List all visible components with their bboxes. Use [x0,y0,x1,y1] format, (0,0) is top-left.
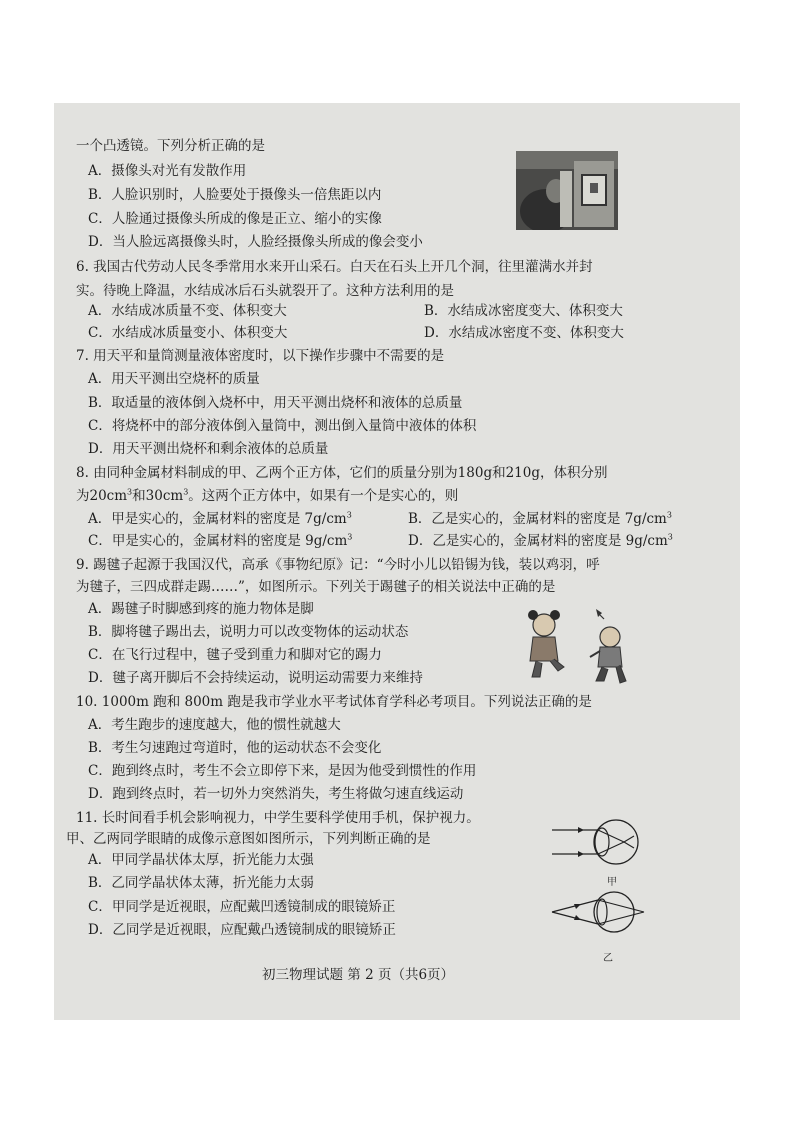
q8-volume-b: 和30cm [132,488,184,504]
q11-option-c: C．甲同学是近视眼，应配戴凹透镜制成的眼镜矫正 [88,899,396,915]
q6-option-d: D．水结成冰密度不变、体积变大 [424,325,624,341]
q5-option-c: C．人脸通过摄像头所成的像是正立、缩小的实像 [88,211,382,227]
q7-option-c: C．将烧杯中的部分液体倒入量筒中，测出倒入量筒中液体的体积 [88,418,477,434]
q8-option-row-1 [88,510,672,528]
eye-diagram-jia [548,818,648,870]
q11-stem-2: 甲、乙两同学眼睛的成像示意图如图所示，下列判断正确的是 [66,831,431,847]
q8-sup: 3 [127,487,133,497]
q10-option-b: B．考生匀速跑过弯道时，他的运动状态不会变化 [88,740,382,756]
q11-option-b: B．乙同学晶状体太薄，折光能力太弱 [88,875,314,891]
q9-option-d: D．毽子离开脚后不会持续运动，说明运动需要力来维持 [88,670,423,686]
q8-stem-rest: 这两个正方体中，如果有一个是实心的，则 [201,488,459,504]
q8-volume-a: 为20cm [76,488,128,504]
eye-label-yi: 乙 [603,953,613,964]
q5-option-a: A．摄像头对光有发散作用 [88,163,247,179]
q10-stem: 10. 1000m 跑和 800m 跑是我市学业水平考试体育学科必考项目。下列说法正确的是 [76,694,592,710]
q10-option-d: D．跑到终点时，若一切外力突然消失，考生将做匀速直线运动 [88,786,464,802]
q7-option-b: B．取适量的液体倒入烧杯中，用天平测出烧杯和液体的总质量 [88,395,463,411]
q6-option-b: B．水结成冰密度变大、体积变大 [424,303,623,319]
q6-option-row-1 [88,302,623,320]
q8-stem-1: 8. 由同种金属材料制成的甲、乙两个正方体，它们的质量分别为180g和210g，体积分别 [76,465,608,481]
q8-option-row-2 [88,532,673,550]
q9-option-b: B．脚将毽子踢出去，说明力可以改变物体的运动状态 [88,624,409,640]
q5-option-d: D．当人脸远离摄像头时，人脸经摄像头所成的像会变小 [88,234,423,250]
page-footer: 初三物理试题 第 2 页（共6页） [262,967,455,983]
q8-option-d: D．乙是实心的，金属材料的密度是 $9g/cm^3$ [408,532,673,549]
q8-stem-2 [76,487,458,505]
q11-option-d: D．乙同学是近视眼，应配戴凸透镜制成的眼镜矫正 [88,922,396,938]
q8-option-b: B．乙是实心的，金属材料的密度是 $7g/cm^3$ [408,510,672,527]
q9-stem-1: 9. 踢毽子起源于我国汉代，高承《事物纪原》记：“今时小儿以铅锡为钱，装以鸡羽，呼 [76,557,600,573]
eye-diagram-yi [548,888,648,940]
q6-option-c: C．水结成冰质量变小、体积变大 [88,325,288,341]
q8-sup: 3 [183,487,189,497]
q7-stem: 7. 用天平和量筒测量液体密度时，以下操作步骤中不需要的是 [76,348,445,364]
q8-option-a: A．甲是实心的，金属材料的密度是 $7g/cm^3$ [88,510,352,527]
q10-option-c: C．跑到终点时，考生不会立即停下来，是因为他受到惯性的作用 [88,763,477,779]
shuttlecock-kids-illustration [520,605,630,687]
q6-option-a: A．水结成冰质量不变、体积变大 [88,303,287,319]
q10-option-a: A．考生跑步的速度越大，他的惯性就越大 [88,717,341,733]
q6-option-row-2 [88,324,624,342]
q9-option-a: A．踢毽子时脚感到疼的施力物体是脚 [88,601,314,617]
q7-option-a: A．用天平测出空烧杯的质量 [88,371,260,387]
q5-stem: 一个凸透镜。下列分析正确的是 [76,138,265,154]
q9-option-c: C．在飞行过程中，毽子受到重力和脚对它的踢力 [88,647,382,663]
q11-option-a: A．甲同学晶状体太厚，折光能力太强 [88,852,314,868]
q9-stem-2: 为毽子，三四成群走踢……”，如图所示。下列关于踢毽子的相关说法中正确的是 [76,579,556,595]
q6-stem-2: 实。待晚上降温，水结成冰后石头就裂开了。这种方法利用的是 [76,283,454,299]
q8-option-c: C．甲是实心的，金属材料的密度是 $9g/cm^3$ [88,532,353,549]
eye-label-jia: 甲 [607,877,617,888]
q5-option-b: B．人脸识别时，人脸要处于摄像头一倍焦距以内 [88,187,382,203]
camera-photo [516,151,618,230]
q8-period: 。 [188,488,202,504]
q6-stem-1: 6. 我国古代劳动人民冬季常用水来开山采石。白天在石头上开几个洞，往里灌满水并封 [76,259,593,275]
q7-option-d: D．用天平测出烧杯和剩余液体的总质量 [88,441,329,457]
q11-stem-1: 11. 长时间看手机会影响视力，中学生要科学使用手机，保护视力。 [76,810,480,826]
